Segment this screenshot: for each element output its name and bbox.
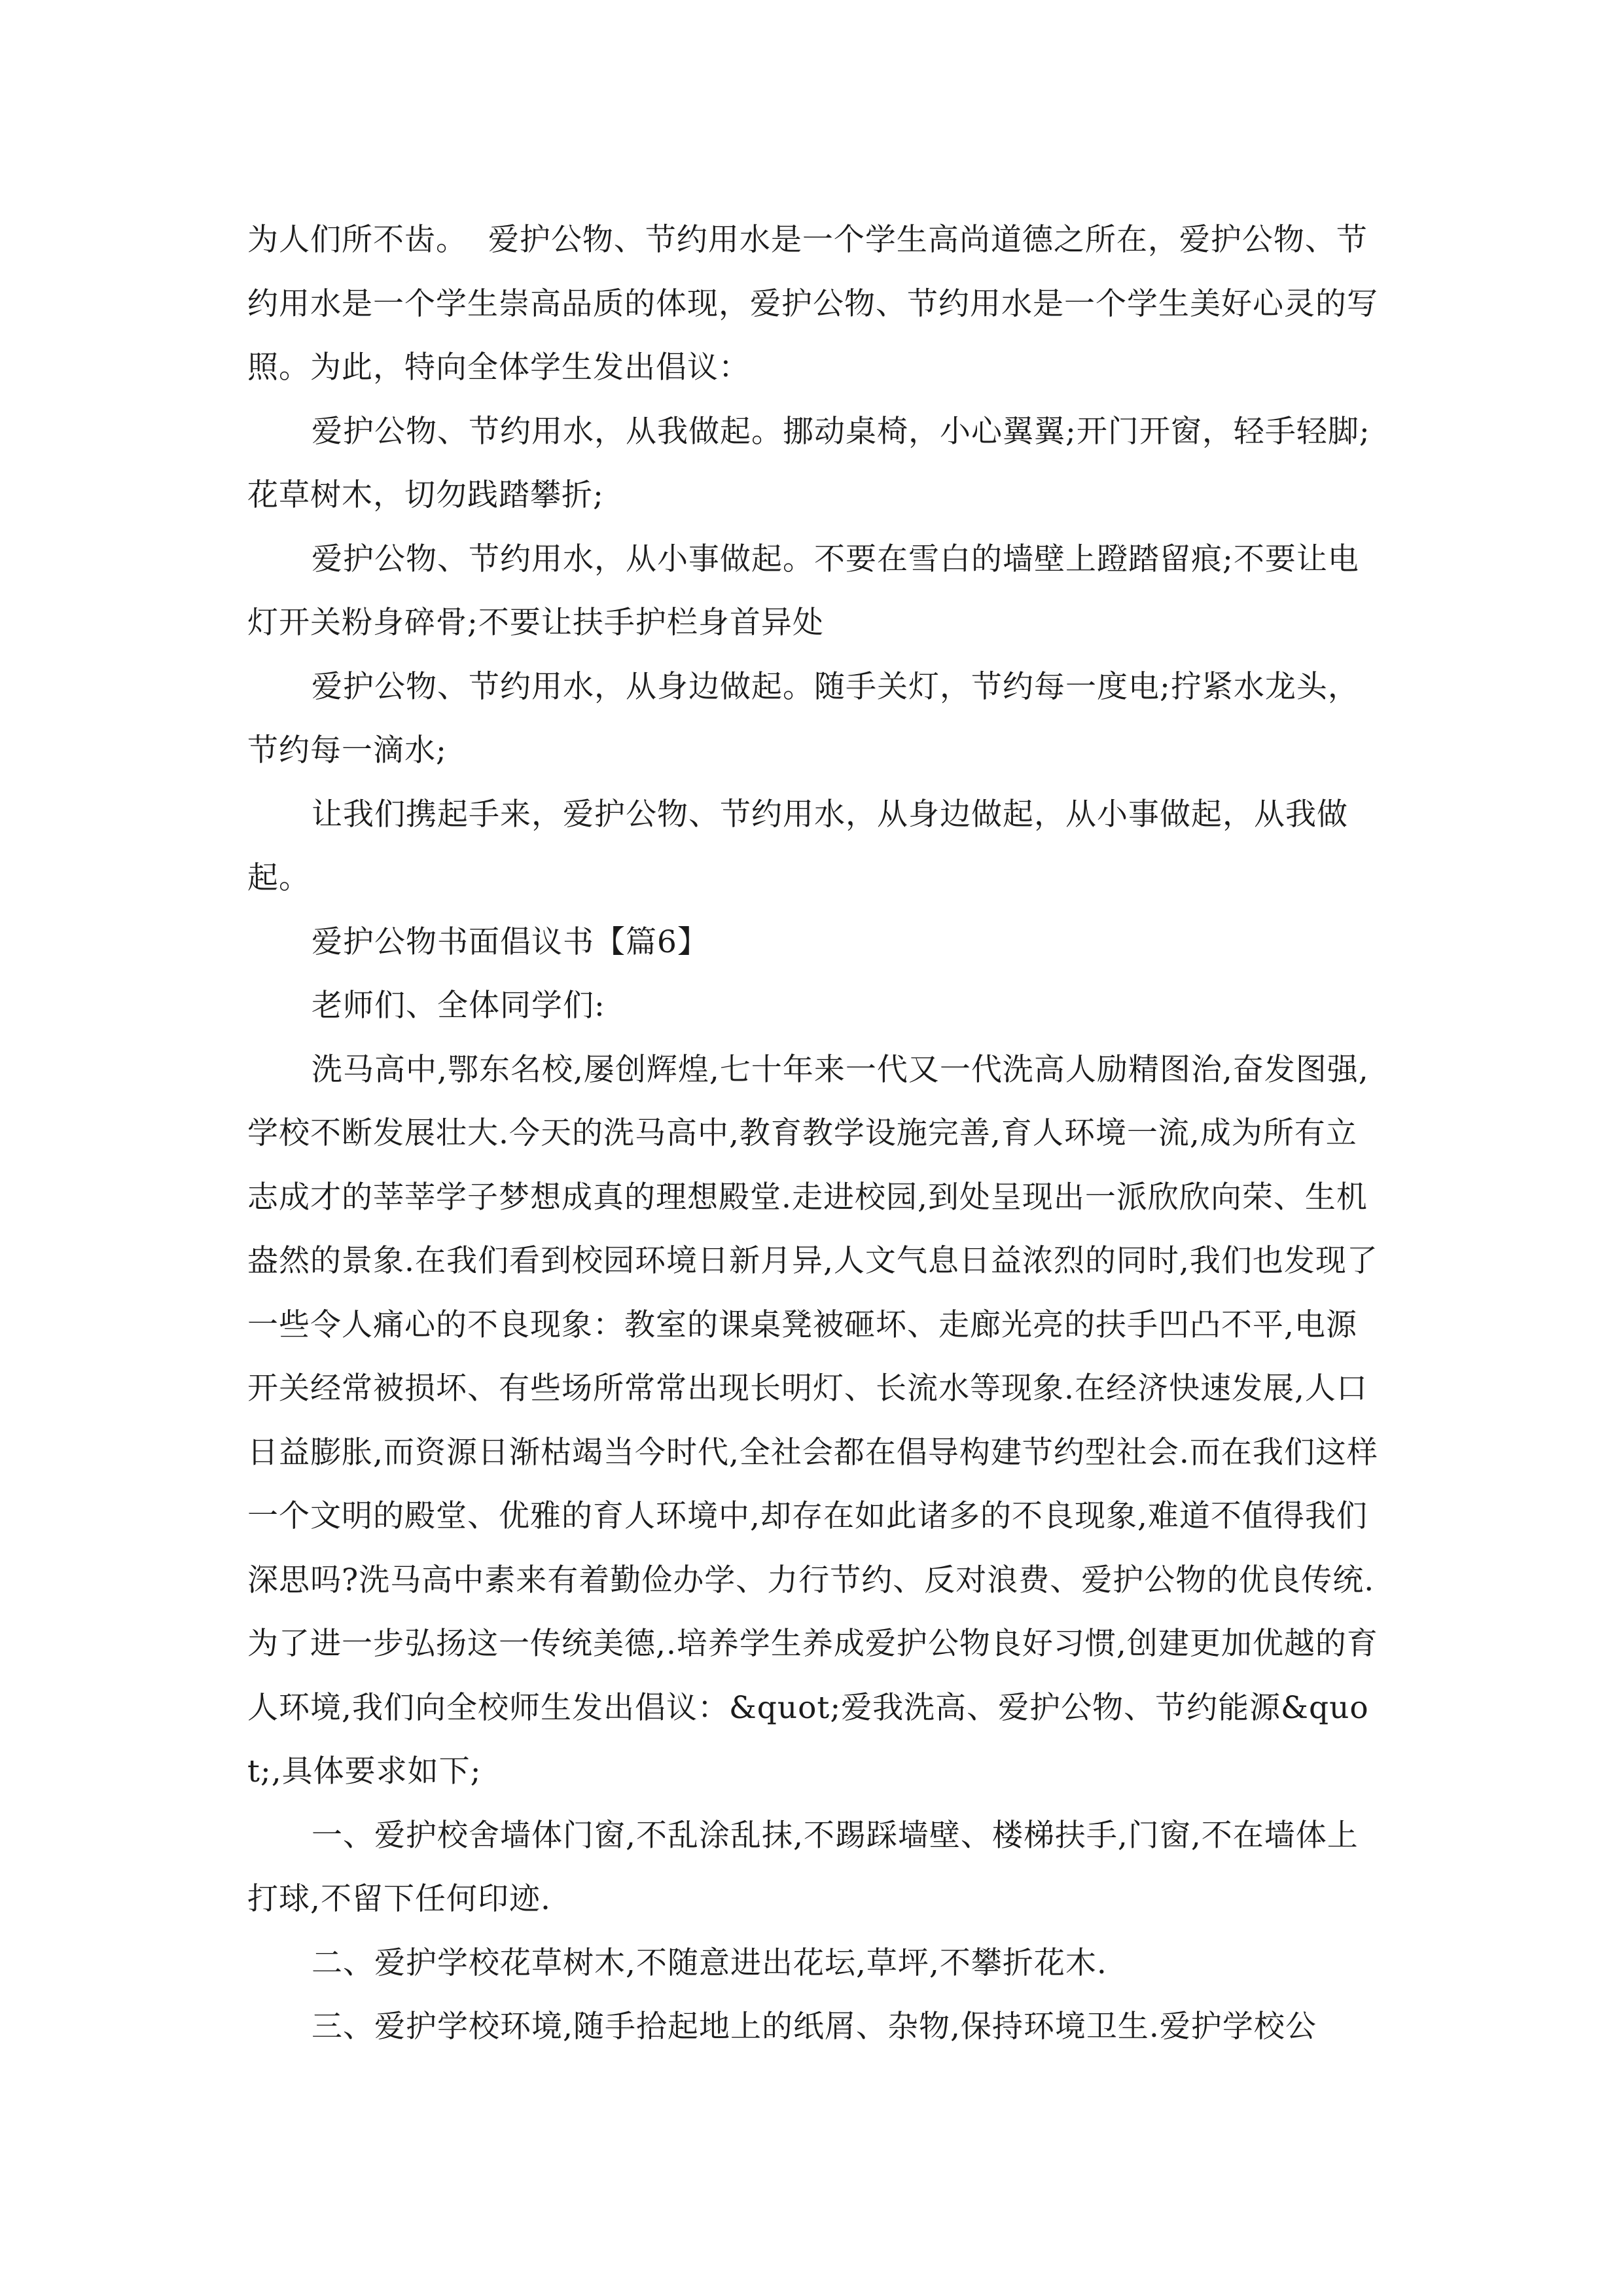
list-item-3: 三、爱护学校环境,随手拾起地上的纸屑、杂物,保持环境卫生.爱护学校公 — [312, 2009, 1317, 2045]
paragraph-3: 爱护公物、节约用水，从小事做起。不要在雪白的墙壁上蹬踏留痕;不要让电灯开关粉身碎骨;不要让扶手护栏身首异处 — [247, 541, 1359, 641]
paragraph-2: 爱护公物、节约用水，从我做起。挪动桌椅，小心翼翼;开门开窗，轻手轻脚;花草树木，切勿践踏攀折; — [247, 413, 1370, 513]
paragraph-body-main: 洗马高中,鄂东名校,屡创辉煌,七十年来一代又一代洗高人励精图治,奋发图强,学校不断发展壮大.今天的洗马高中,教育教学设施完善,育人环境一流,成为所有立志成才的莘莘学子梦想成真的理想殿堂.走进校园,到处呈现出一派欣欣向荣、生机盎然的景象.在我们看到校园环境日新月异,人文气息日益浓烈的同时,我们也发现了一些令人痛心的不良现象：教室的课桌凳被砸坏、走廊光亮的扶手凹凸不平,电源开关经常被损坏、有些场所常常出现长明灯、长流水等现象.在经济快速发展,人口日益膨胀,而资源日渐枯竭当今时代,全社会都在倡导构建节约型社会.而在我们这样一个文明的殿堂、优雅的育人环境中,却存在如此诸多的不良现象,难道不值得我们深思吗?洗马高中素来有着勤俭办学、力行节约、反对浪费、爱护公物的优良传统.为了进一步弘扬这一传统美德,.培养学生养成爱护公物良好习惯,创建更加优越的育人环境,我们向全校师生发出倡议：&quot;爱我洗高、爱护公物、节约能源&quot;,具体要求如下; — [247, 1051, 1378, 1789]
paragraph-1: 为人们所不齿。 爱护公物、节约用水是一个学生高尚道德之所在，爱护公物、节约用水是一个学生崇高品质的体现，爱护公物、节约用水是一个学生美好心灵的写照。为此，特向全体学生发出倡议： — [247, 222, 1378, 386]
paragraph-5: 让我们携起手来，爱护公物、节约用水，从身边做起，从小事做起，从我做起。 — [247, 796, 1348, 896]
document-body — [247, 208, 1380, 2059]
salutation: 老师们、全体同学们: — [312, 988, 605, 1024]
list-item-1: 一、爱护校舍墙体门窗,不乱涂乱抹,不踢踩墙壁、楼梯扶手,门窗,不在墙体上打球,不留下任何印迹. — [247, 1817, 1359, 1917]
list-item-2: 二、爱护学校花草树木,不随意进出花坛,草坪,不攀折花木. — [312, 1945, 1107, 1981]
paragraph-4: 爱护公物、节约用水，从身边做起。随手关灯，节约每一度电;拧紧水龙头，节约每一滴水; — [247, 668, 1359, 768]
section-heading: 爱护公物书面倡议书【篇6】 — [312, 924, 709, 960]
